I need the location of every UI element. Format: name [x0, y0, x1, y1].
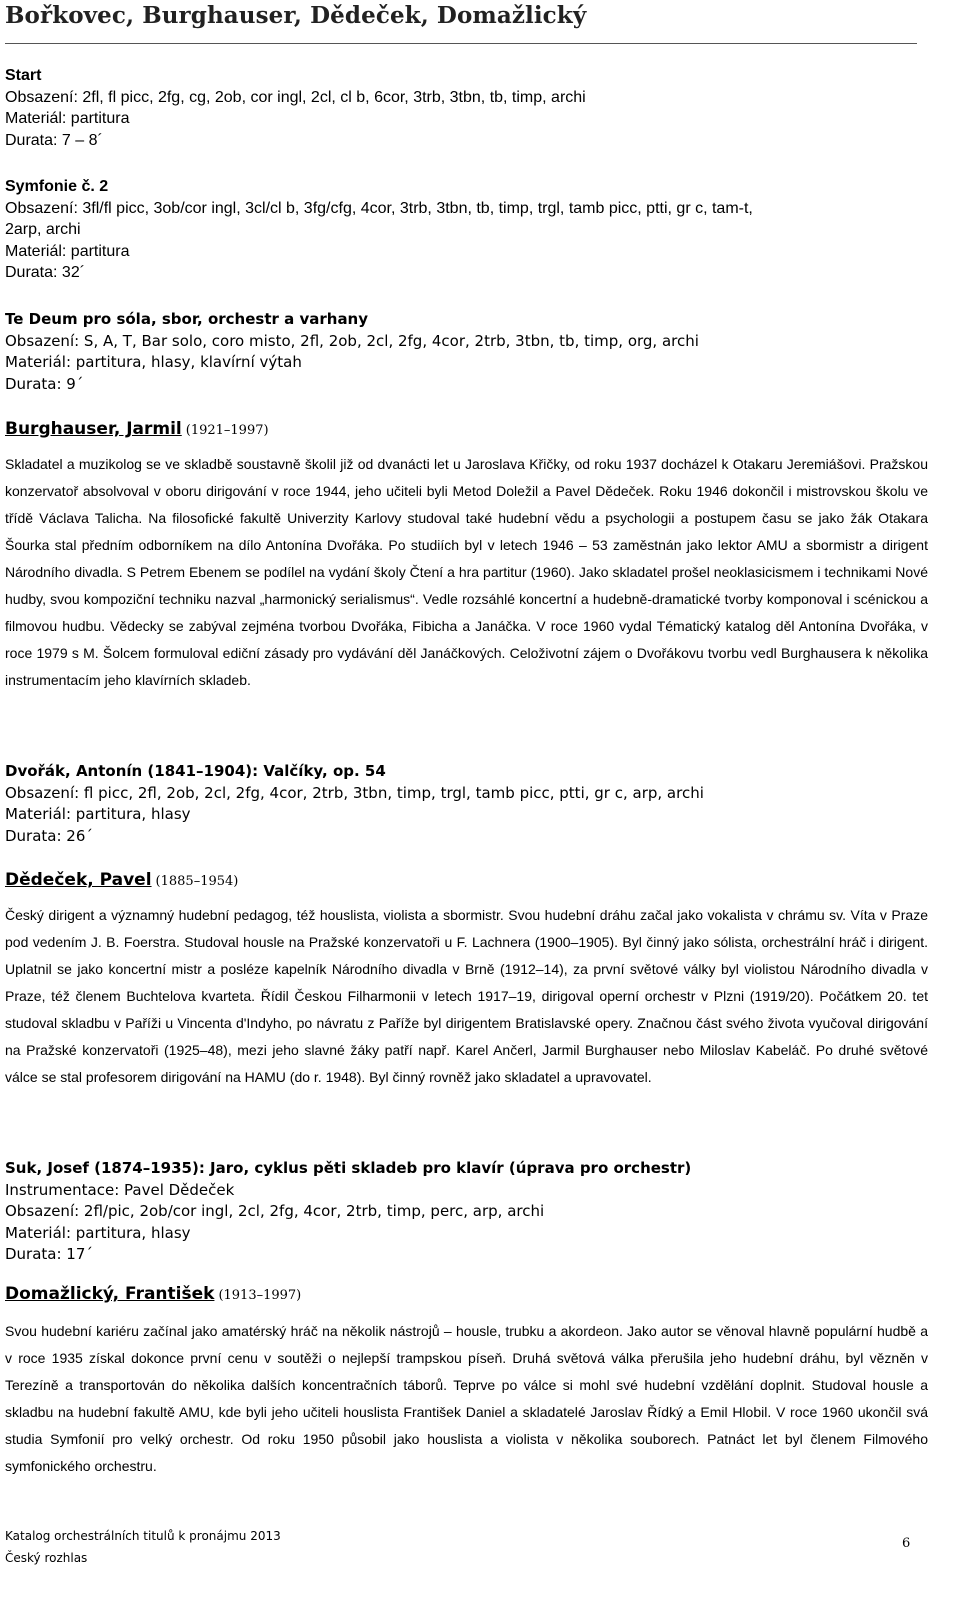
- work-material: Materiál: partitura: [5, 110, 130, 127]
- composer-name: Burghauser, Jarmil: [5, 419, 182, 439]
- work-duration: Durata: 17´: [5, 1245, 93, 1263]
- work-title: Symfonie č. 2: [5, 178, 109, 195]
- work-instrumentation: Obsazení: S, A, T, Bar solo, coro misto, 2fl, 2ob, 2cl, 2fg, 4cor, 2trb, 3tbn, tb, timp, org, archi: [5, 331, 699, 350]
- page-header-title: Bořkovec, Burghauser, Dědeček, Domažlický: [5, 2, 587, 29]
- work-instrumentation: Obsazení: 2fl, fl picc, 2fg, cg, 2ob, cor ingl, 2cl, cl b, 6cor, 3trb, 3tbn, tb, timp, archi: [5, 88, 586, 106]
- work-instrumentation: Obsazení: 3fl/fl picc, 3ob/cor ingl, 3cl/cl b, 3fg/cfg, 4cor, 3trb, 3tbn, tb, timp, trgl, tamb picc, ptti, gr c, tam-t,: [5, 199, 753, 217]
- composer-name: Dědeček, Pavel: [5, 870, 152, 890]
- composer-heading-dedecek: [5, 868, 238, 892]
- composer-bio-dedecek: [5, 902, 928, 1091]
- composer-dates: (1885–1954): [155, 874, 239, 889]
- work-material: Materiál: partitura: [5, 242, 130, 260]
- footer-catalog-title: Katalog orchestrálních titulů k pronájmu 2013: [5, 1529, 281, 1543]
- composer-dates: (1913–1997): [218, 1288, 302, 1303]
- work-duration: Durata: 26´: [5, 826, 93, 845]
- bio-text: Svou hudební kariéru začínal jako amatérský hráč na několik nástrojů – housle, trubku a akordeon. Jako autor se věnoval hlavně populární hudbě a v roce 1935 získal dokonce první cenu v soutěži o nejlepší trampskou píseň. Druhá světová válka přerušila jeho hudební dráhu, byl vězněn v Terezíně a transportován do několika dalších koncentračních táborů. Teprve po válce si mohl své hudební vzdělání doplnit. Studoval housle a skladbu na hudební fakultě AMU, kde byli jeho učiteli houslista František Daniel a skladatelé Jaroslav Řídký a Emil Hlobil. V roce 1960 ukončil svá studia Symfonií pro velký orchestr. Od roku 1950 působil jako houslista a violista v několika souborech. Patnáct let byl členem Filmového symfonického orchestru.: [5, 1323, 928, 1474]
- composer-heading-domazlicky: [5, 1282, 301, 1306]
- footer-publisher: Český rozhlas: [5, 1551, 88, 1565]
- work-entry-te-deum: [5, 309, 940, 395]
- work-instrumentation-continued: 2arp, archi: [5, 221, 81, 238]
- composer-dates: (1921–1997): [185, 423, 269, 438]
- work-material: Materiál: partitura, hlasy, klavírní výtah: [5, 353, 302, 371]
- work-arrangement: Instrumentace: Pavel Dědeček: [5, 1180, 235, 1199]
- work-duration: Durata: 7 – 8´: [5, 131, 103, 149]
- bio-text: Český dirigent a významný hudební pedagog, též houslista, violista a sbormistr. Svou hudební dráhu začal jako vokalista v chrámu sv. Víta v Praze pod vedením J. B. Foerstra. Studoval housle na Pražské konzervatoři u F. Lachnera (1900–1905). Byl činný jako sólista, orchestrální hráč i dirigent. Uplatnil se jako koncertní mistr a posléze kapelník Národního divadla v Brně (1912–14), za první světové války byl violistou Národního divadla v Praze, též členem Buchtelova kvarteta. Řídil Českou Filharmonii v letech 1917–19, dirigoval operní orchestr v Plzni (1919/20). Počátkem 20. tet studoval skladbu v Paříži u Vincenta d'Indyho, po návratu z Paříže byl dirigentem Bratislavské opery. Značnou část svého života vyučoval dirigování na Pražské konzervatoři (1925–48), mezi jeho slavné žáky patří např. Karel Ančerl, Jarmil Burghauser nebo Miloslav Kabeláč. Po druhé světové válce se stal profesorem dirigování na HAMU (do r. 1948). Byl činný rovněž jako skladatel a upravovatel.: [5, 907, 928, 1085]
- work-instrumentation: Obsazení: fl picc, 2fl, 2ob, 2cl, 2fg, 4cor, 2trb, 3tbn, timp, trgl, tamb picc, ptti, gr c, arp, archi: [5, 783, 704, 802]
- work-instrumentation: Obsazení: 2fl/pic, 2ob/cor ingl, 2cl, 2fg, 4cor, 2trb, timp, perc, arp, archi: [5, 1202, 545, 1220]
- composer-bio-domazlicky: [5, 1318, 928, 1480]
- work-duration: Durata: 9´: [5, 374, 84, 393]
- page-number: 6: [902, 1536, 911, 1551]
- work-entry-symfonie-2: [5, 176, 940, 284]
- work-title: Te Deum pro sóla, sbor, orchestr a varhany: [5, 310, 369, 328]
- work-entry-start: [5, 65, 940, 151]
- bio-text: Skladatel a muzikolog se ve skladbě soustavně školil již od dvanácti let u Jaroslava Křičky, od roku 1937 docházel k Otakaru Jeremiášovi. Pražskou konzervatoř absolvoval v oboru dirigování v roce 1944, jeho učiteli byli Metod Doležil a Pavel Dědeček. Roku 1946 dokončil i mistrovskou školu ve třídě Václava Talicha. Na filosofické fakultě Univerzity Karlovy studoval také hudební vědu a psychologii a postupem času se jako žák Otakara Šourka stal předním odborníkem na dílo Antonína Dvořáka. Po studiích byl v letech 1946 – 53 zaměstnán jako lektor AMU a sbormistr a dirigent Národního divadla. S Petrem Ebenem se podílel na vydání školy Čtení a hra partitur (1960). Jako skladatel prošel neoklasicismem i technikami Nové hudby, svou kompoziční techniku nazval „harmonický serialismus“. Vedle rozsáhlé koncertní a hudebně-dramatické tvorby komponoval i scénickou a filmovou hudbu. Vědecky se zabýval zejména tvorbou Dvořáka, Fibicha a Janáčka. V roce 1960 vydal Tématický katalog děl Antonína Dvořáka, v roce 1979 s M. Šolcem formuloval ediční zásady pro vydávání děl Janáčkových. Celoživotní zájem o Dvořákovu tvorbu vedl Burghausera k několika instrumentacím jeho klavírních skladeb.: [5, 456, 928, 688]
- work-title: Suk, Josef (1874–1935): Jaro, cyklus pěti skladeb pro klavír (úprava pro orchestr): [5, 1159, 692, 1177]
- composer-heading-burghauser: [5, 417, 269, 441]
- work-material: Materiál: partitura, hlasy: [5, 1223, 191, 1242]
- work-entry-suk: [5, 1158, 940, 1266]
- work-title: Start: [5, 67, 42, 84]
- work-title: Dvořák, Antonín (1841–1904): Valčíky, op. 54: [5, 762, 386, 780]
- page-footer: [5, 1525, 281, 1569]
- work-material: Materiál: partitura, hlasy: [5, 805, 191, 823]
- work-duration: Durata: 32´: [5, 264, 86, 281]
- composer-name: Domažlický, František: [5, 1284, 215, 1304]
- composer-bio-burghauser: [5, 451, 928, 694]
- work-entry-dvorak: [5, 761, 940, 847]
- header-divider: [5, 43, 917, 44]
